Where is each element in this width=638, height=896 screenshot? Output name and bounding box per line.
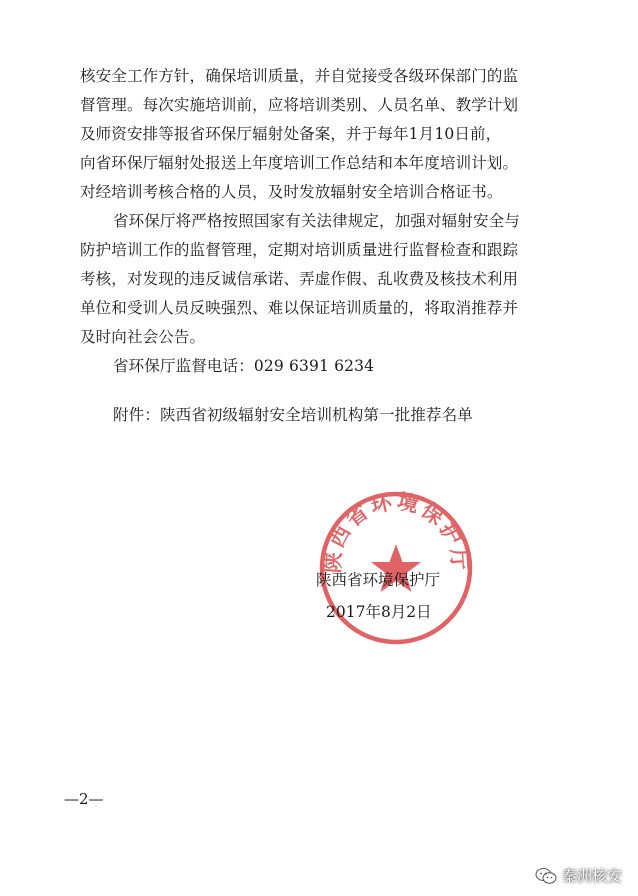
watermark (535, 865, 622, 886)
wechat-icon (535, 867, 557, 885)
body-line-1: 核安全工作方针，确保培训质量，并自觉接受各级环保部门的监 (80, 67, 519, 85)
paragraph2-line-3: 考核，对发现的违反诚信承诺、弄虚作假、乱收费及核技术利用 (80, 270, 519, 288)
paragraph2-line-2: 防护培训工作的监督管理，定期对培训质量进行监督检查和跟踪 (80, 241, 519, 259)
body-line-2: 督管理。每次实施培训前，应将培训类别、人员名单、教学计划 (80, 96, 519, 114)
watermark-label: 秦洲核安 (561, 867, 622, 885)
signature-organization: 陕西省环境保护厅 (316, 571, 441, 589)
paragraph2-line-5: 及时向社会公告。 (80, 328, 206, 346)
paragraph2-line-4: 单位和受训人员反映强烈、难以保证培训质量的，将取消推荐并 (80, 299, 519, 317)
hotline-text: 省环保厅监督电话：029 6391 6234 (113, 357, 375, 375)
signature-date: 2017年8月2日 (326, 603, 432, 621)
body-line-5: 对经培训考核合格的人员，及时发放辐射安全培训合格证书。 (80, 183, 503, 201)
page-number: —2— (64, 790, 104, 808)
body-line-3: 及师资安排等报省环保厅辐射处备案，并于每年1月10日前， (80, 125, 502, 143)
paragraph2-line-1: 省环保厅将严格按照国家有关法律规定，加强对辐射安全与 (113, 212, 520, 230)
seal-text: 陕西省环境保护厅 (319, 488, 473, 574)
attachment-text: 附件：陕西省初级辐射安全培训机构第一批推荐名单 (113, 406, 473, 424)
body-line-4: 向省环保厅辐射处报送上年度培训工作总结和本年度培训计划。 (80, 154, 519, 172)
document-body (80, 62, 568, 430)
